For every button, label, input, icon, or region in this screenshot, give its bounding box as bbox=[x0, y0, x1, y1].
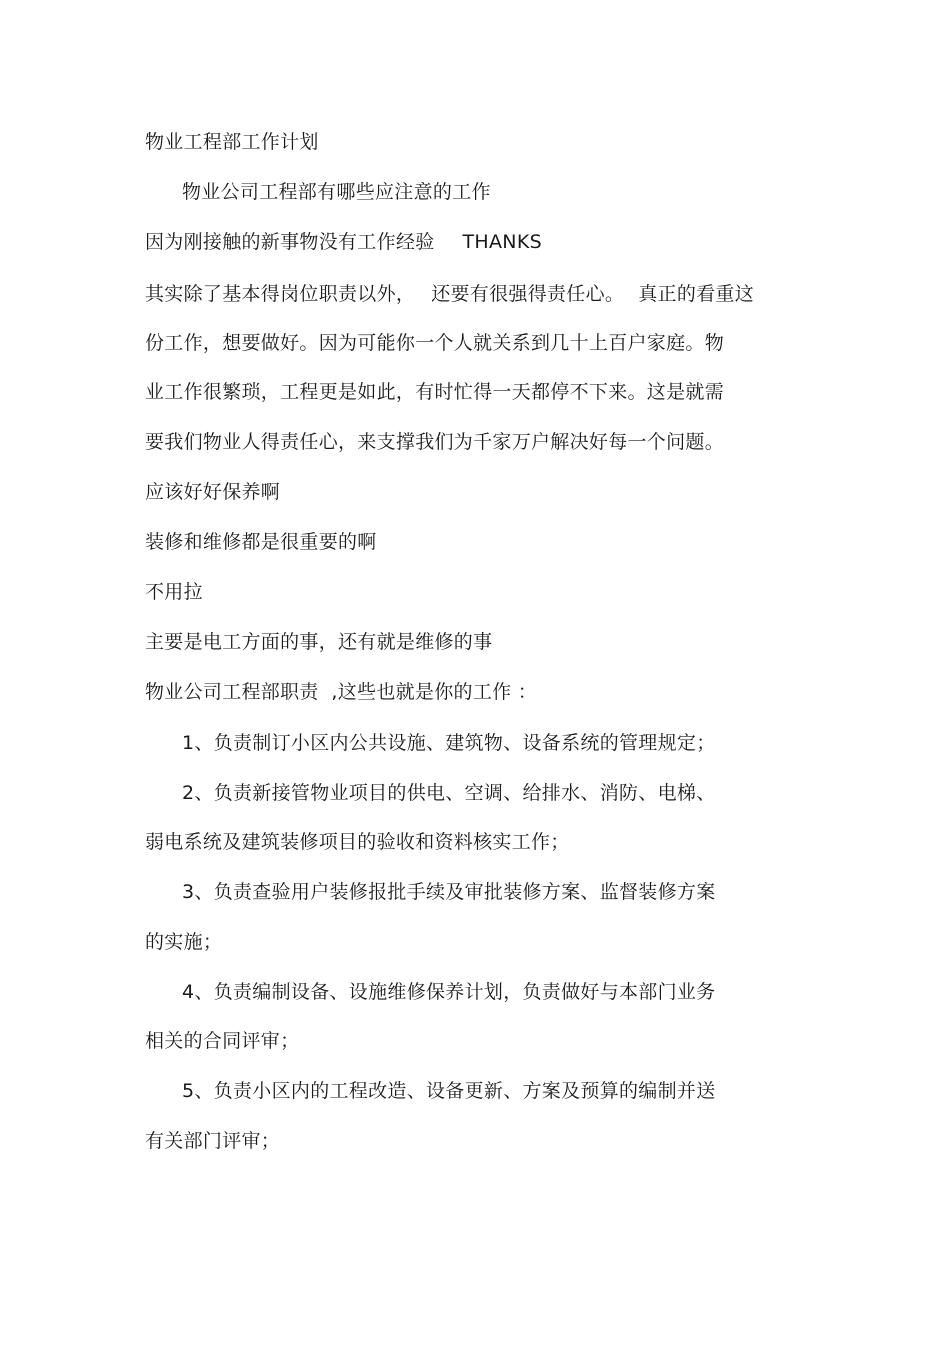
duty-3-line1: 3、负责查验用户装修报批手续及审批装修方案、监督装修方案 bbox=[182, 881, 716, 903]
answer1-part-b: 还要有很强得责任心。 bbox=[431, 283, 625, 305]
answer2-text: 应该好好保养啊 bbox=[145, 481, 281, 503]
answer5-text: 主要是电工方面的事，还有就是维修的事 bbox=[145, 631, 493, 653]
answer1-line4: 要我们物业人得责任心，来支撑我们为千家万户解决好每一个问题。 bbox=[145, 431, 725, 453]
answer3-text: 装修和维修都是很重要的啊 bbox=[145, 531, 377, 553]
answer1-line2: 份工作，想要做好。因为可能你一个人就关系到几十上百户家庭。物 bbox=[145, 332, 725, 354]
question-text: 物业公司工程部有哪些应注意的工作 bbox=[182, 181, 491, 203]
duty-5-line1: 5、负责小区内的工程改造、设备更新、方案及预算的编制并送 bbox=[182, 1080, 716, 1102]
answer1-part-c: 真正的看重这 bbox=[638, 283, 755, 305]
duty-1: 1、负责制订小区内公共设施、建筑物、设备系统的管理规定； bbox=[182, 732, 716, 754]
duty-2-line1: 2、负责新接管物业项目的供电、空调、给排水、消防、电梯、 bbox=[182, 782, 716, 804]
answer1-part-a: 其实除了基本得岗位职责以外， bbox=[145, 283, 416, 305]
answer1-line1 bbox=[145, 281, 754, 307]
document-title: 物业工程部工作计划 bbox=[145, 131, 319, 153]
duty-5-line2: 有关部门评审； bbox=[145, 1130, 281, 1152]
thanks-text: THANKS bbox=[462, 231, 542, 253]
duty-4-line2: 相关的合同评审； bbox=[145, 1030, 300, 1052]
answer4-text: 不用拉 bbox=[145, 581, 203, 603]
context-text: 因为刚接触的新事物没有工作经验 bbox=[145, 231, 435, 253]
answer1-line3: 业工作很繁琐，工程更是如此，有时忙得一天都停不下来。这是就需 bbox=[145, 381, 725, 403]
duty-3-line2: 的实施； bbox=[145, 931, 223, 953]
duty-4-line1: 4、负责编制设备、设施维修保养计划，负责做好与本部门业务 bbox=[182, 981, 716, 1003]
duties-intro: 物业公司工程部职责 ,这些也就是你的工作 ： bbox=[145, 681, 538, 703]
duty-2-line2: 弱电系统及建筑装修项目的验收和资料核实工作； bbox=[145, 831, 570, 853]
context-line bbox=[145, 229, 542, 255]
